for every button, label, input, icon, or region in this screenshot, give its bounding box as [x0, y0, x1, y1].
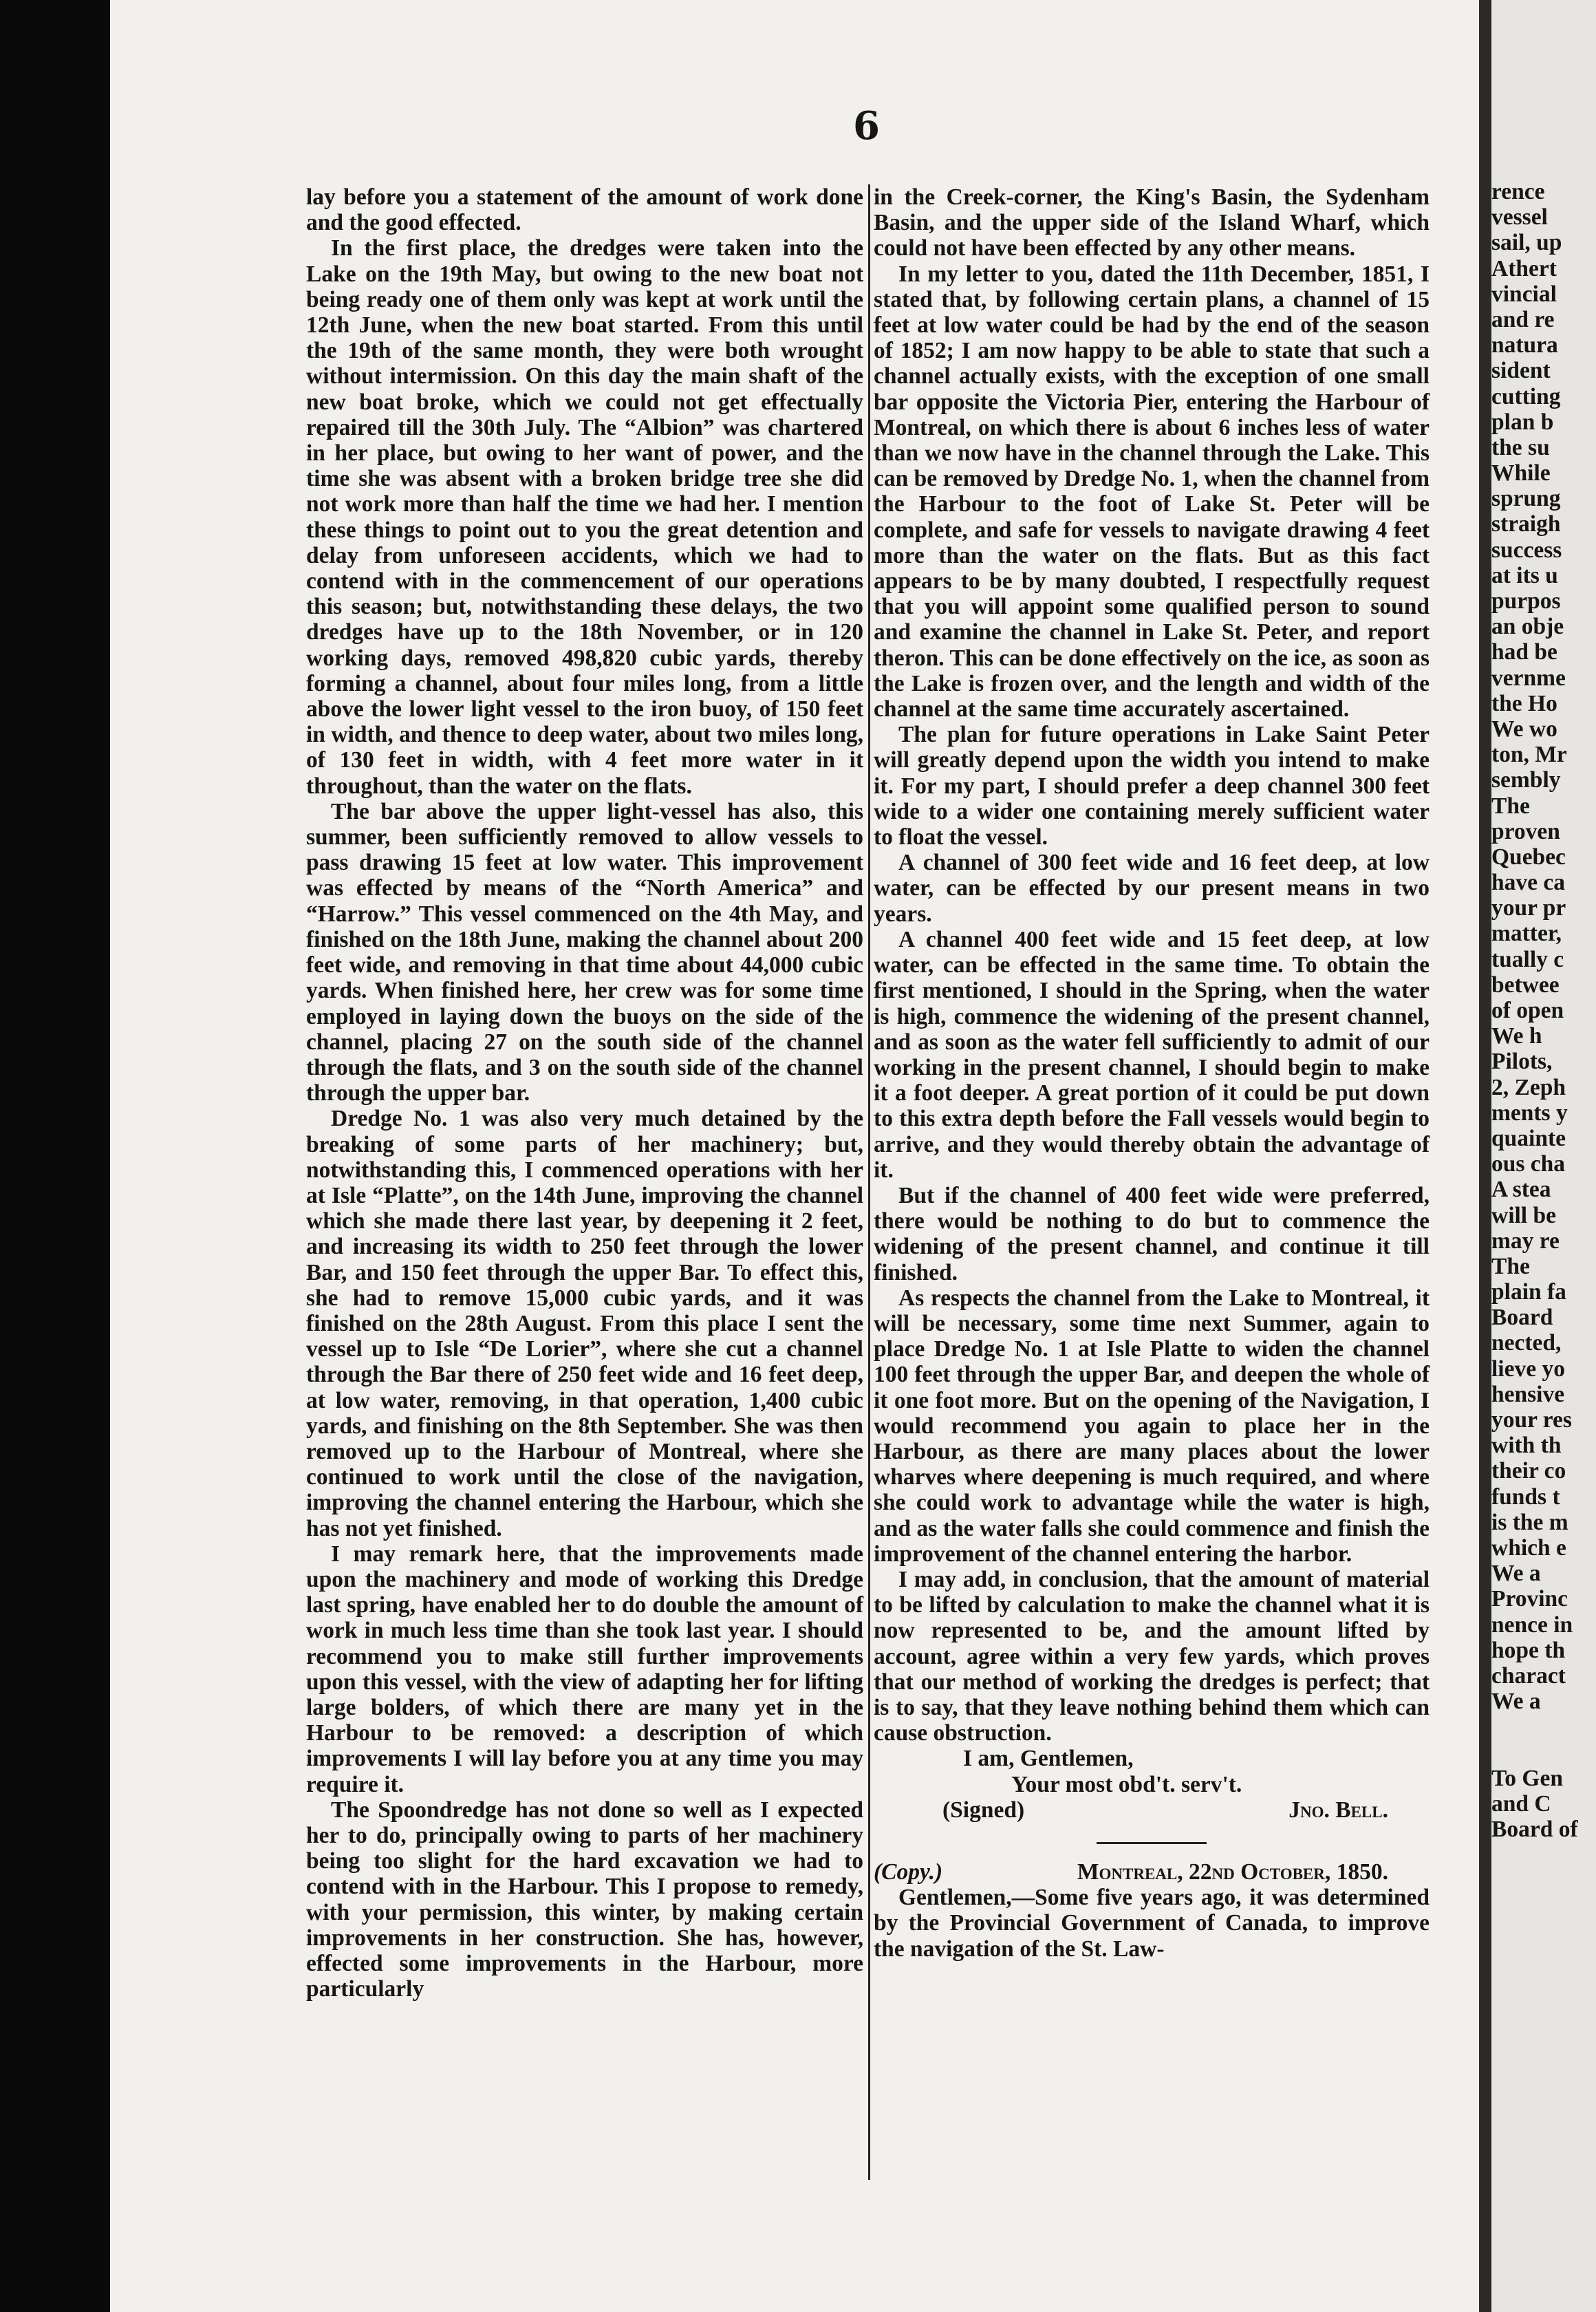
fragment-line: sident: [1491, 358, 1551, 384]
fragment-line: betwee: [1491, 972, 1560, 998]
section-separator: [1097, 1842, 1207, 1844]
copy-header: [874, 1859, 1430, 1885]
fragment-line: hensive: [1491, 1381, 1565, 1407]
column-middle: [874, 184, 1430, 1962]
copy-label: (Copy.): [874, 1859, 943, 1885]
fragment-line: is the m: [1491, 1509, 1568, 1535]
fragment-line: had be: [1491, 639, 1557, 665]
fragment-line: which e: [1491, 1534, 1566, 1561]
fragment-line: and C: [1491, 1790, 1551, 1817]
fragment-line: and re: [1491, 306, 1555, 332]
fragment-line: with th: [1491, 1433, 1562, 1459]
fragment-line: success: [1491, 537, 1562, 563]
paragraph: The bar above the upper light-vessel has also, this summer, been sufficiently removed to allow vessels to pass drawing 15 feet at low water. This improvement was effected by means of the “North America” and “Harrow.” This vessel commenced on the 4th May, and finished on the 18th June, making the channel about 200 feet wide, and removing in that time about 44,000 cubic yards. When finished here, her crew was for some time employed in laying down the buoys on the side of the channel, placing 27 on the south side of the channel through the flats, and 3 on the south side of the channel through the upper bar.: [306, 798, 863, 1106]
paragraph: The plan for future operations in Lake Saint Peter will greatly depend upon the width you intend to make it. For my part, I should prefer a deep channel 300 feet wide to a wider one containing merely sufficient water to float the vessel.: [874, 722, 1430, 850]
fragment-line: 2, Zeph: [1491, 1074, 1566, 1100]
fragment-line: vernme: [1491, 665, 1566, 691]
fragment-line: plan b: [1491, 409, 1554, 435]
fragment-line: the su: [1491, 434, 1550, 460]
fragment-line: nected,: [1491, 1330, 1562, 1356]
fragment-line: charact: [1491, 1662, 1566, 1689]
fragment-line: the Ho: [1491, 690, 1557, 716]
fragment-line: will be: [1491, 1202, 1556, 1228]
fragment-line: A stea: [1491, 1177, 1551, 1203]
letter-closing: [874, 1746, 1430, 1823]
fragment-line: at its u: [1491, 562, 1558, 588]
paragraph: lay before you a statement of the amount of work done and the good effected.: [306, 184, 863, 236]
paragraph: Gentlemen,—Some five years ago, it was determined by the Provincial Government of Canada, to improve the navigation of the St. Law-: [874, 1885, 1430, 1962]
paragraph: As respects the channel from the Lake to Montreal, it will be necessary, some time next Summer, again to place Dredge No. 1 at Isle Platte to widen the channel 100 feet through the upper Bar, and deepen the whole of it one foot more. But on the opening of the Navigation, I would recommend you again to place her in the Harbour, as there are many places about the lower wharves where deepening is much required, and where she could work to advantage while the water is high, and as the water falls she could commence and finish the improvement of the channel entering the harbor.: [874, 1285, 1430, 1567]
fragment-line: your pr: [1491, 895, 1566, 921]
fragment-line: Pilots,: [1491, 1049, 1553, 1075]
copy-place-date: Montreal, 22nd October, 1850.: [1077, 1859, 1388, 1885]
fragment-line: To Gen: [1491, 1765, 1563, 1791]
closing-salutation: I am, Gentlemen,: [963, 1746, 1134, 1772]
fragment-line: [1491, 1714, 1596, 1740]
fragment-line: Provinc: [1491, 1586, 1568, 1612]
paragraph: The Spoondredge has not done so well as I expected her to do, principally owing to parts of her machinery being too slight for the hard excavation we had to contend with in the Harbour. This I propose to remedy, with your permission, this winter, by making certain improvements in her construction. She has, however, effected some improvements in the Harbour, more particularly: [306, 1797, 863, 2002]
fragment-line: vessel: [1491, 204, 1548, 231]
paragraph: in the Creek-corner, the King's Basin, the Sydenham Basin, and the upper side of the Island Wharf, which could not have been effected by any other means.: [874, 184, 1430, 261]
fragment-line: natura: [1491, 332, 1558, 358]
fragment-line: an obje: [1491, 614, 1564, 640]
fragment-line: may re: [1491, 1228, 1560, 1254]
fragment-line: We a: [1491, 1689, 1541, 1715]
closing-servant: Your most obd't. serv't.: [1011, 1771, 1242, 1797]
fragment-line: We a: [1491, 1561, 1541, 1587]
fragment-line: plain fa: [1491, 1279, 1566, 1305]
fragment-line: We wo: [1491, 716, 1557, 742]
fragment-line: sprung: [1491, 486, 1561, 512]
fragment-line: ton, Mr: [1491, 742, 1567, 768]
fragment-line: your res: [1491, 1407, 1572, 1433]
fragment-line: cutting: [1491, 383, 1561, 409]
fragment-line: quainte: [1491, 1125, 1566, 1151]
column-right-fragment: [1491, 179, 1596, 1842]
fragment-line: funds t: [1491, 1484, 1560, 1510]
signature-name: Jno. Bell.: [1288, 1797, 1388, 1823]
fragment-line: ous cha: [1491, 1151, 1566, 1177]
fragment-line: proven: [1491, 818, 1560, 844]
paragraph: But if the channel of 400 feet wide were preferred, there would be nothing to do but to commence the widening of the present channel, and continue it till finished.: [874, 1182, 1430, 1285]
fragment-line: Board: [1491, 1305, 1553, 1331]
scan-left-edge: [0, 0, 110, 2312]
fragment-line: Quebec: [1491, 844, 1566, 870]
fragment-line: rence: [1491, 179, 1545, 204]
fragment-line: matter,: [1491, 921, 1562, 947]
fragment-line: ments y: [1491, 1100, 1568, 1126]
fragment-line: vincial: [1491, 281, 1557, 307]
paragraph: In my letter to you, dated the 11th December, 1851, I stated that, by following certain plans, a channel of 15 feet at low water could be had by the end of the season of 1852; I am now happy to be able to state that such a channel actually exists, with the exception of one small bar opposite the Victoria Pier, entering the Harbour of Montreal, on which there is about 6 inches less of water than we now have in the channel through the Lake. This can be removed by Dredge No. 1, when the channel from the Harbour to the foot of Lake St. Peter will be complete, and safe for vessels to navigate drawing 4 feet more than the water on the flats. But as this fact appears to be by many doubted, I respectfully request that you will appoint some qualified person to sound and examine the channel in Lake St. Peter, and report theron. This can be done effectively on the ice, as soon as the Lake is frozen over, and the length and width of the channel at the same time accurately ascertained.: [874, 261, 1430, 722]
fragment-line: tually c: [1491, 946, 1564, 972]
fragment-line: have ca: [1491, 870, 1565, 896]
paragraph: A channel of 300 feet wide and 16 feet deep, at low water, can be effected by our present means in two years.: [874, 850, 1430, 927]
paragraph: I may remark here, that the improvements made upon the machinery and mode of working this Dredge last spring, have enabled her to do double the amount of work in much less time than she took last year. I should recommend you to make still further improvements upon this vessel, with the view of adapting her for lifting large bolders, of which there are many yet in the Harbour to be removed: a description of which improvements I will lay before you at any time you may require it.: [306, 1541, 863, 1797]
fragment-line: While: [1491, 460, 1551, 486]
fragment-line: of open: [1491, 998, 1564, 1023]
fragment-line: Board of: [1491, 1817, 1578, 1842]
fragment-line: nence in: [1491, 1612, 1573, 1638]
fragment-line: straigh: [1491, 511, 1561, 537]
fragment-line: Athert: [1491, 255, 1557, 281]
paragraph: A channel 400 feet wide and 15 feet deep, at low water, can be effected in the same time. To obtain the first mentioned, I should in the Spring, when the water is high, commence the widening of the present channel, and as soon as the water fell sufficiently to admit of our working in the present channel, I should begin to make it a foot deeper. A great portion of it could be put down to this extra depth before the Fall vessels would begin to arrive, and they would thereby obtain the advantage of it.: [874, 926, 1430, 1183]
fragment-line: [1491, 1740, 1596, 1765]
paragraph: In the first place, the dredges were taken into the Lake on the 19th May, but owing to the new boat not being ready one of them only was kept at work until the 12th June, when the new boat started. From this until the 19th of the same month, they were both wrought without intermission. On this day the main shaft of the new boat broke, which we could not get effectually repaired till the 30th July. The “Albion” was chartered in her place, but owing to her want of power, and the time she was absent with a broken bridge tree she did not work more than half the time we had her. I mention these things to point out to you the great detention and delay from unforeseen accidents, which we had to contend with in the commencement of our operations this season; but, notwithstanding these delays, the two dredges have up to the 18th November, or in 120 working days, removed 498,820 cubic yards, thereby forming a channel, about four miles long, from a little above the lower light vessel to the iron buoy, of 150 feet in width, and thence to deep water, about two miles long, of 130 feet in width, with 4 feet more water in it throughout, than the water on the flats.: [306, 235, 863, 799]
fragment-line: sembly: [1491, 767, 1561, 793]
fragment-line: purpos: [1491, 588, 1561, 614]
column-divider: [868, 184, 870, 2180]
fragment-line: sail, up: [1491, 230, 1562, 256]
page-number: 6: [853, 103, 880, 149]
fragment-line: We h: [1491, 1023, 1542, 1049]
paragraph: Dredge No. 1 was also very much detained by the breaking of some parts of her machinery; but, notwithstanding this, I commenced operations with her at Isle “Platte”, on the 14th June, improving the channel which she made there last year, by deepening it 2 feet, and increasing its width to 250 feet through the lower Bar, and 150 feet through the upper Bar. To effect this, she had to remove 15,000 cubic yards, and it was finished on the 28th August. From this place I sent the vessel up to Isle “De Lorier”, where she cut a channel through the Bar there of 250 feet wide and 16 feet deep, at low water, removing, in that operation, 1,400 cubic yards, and finishing on the 8th September. She was then removed up to the Harbour of Montreal, where she continued to work until the close of the navigation, improving the channel entering the Harbour, which she has not yet finished.: [306, 1106, 863, 1541]
signature-line: [874, 1797, 1430, 1823]
fragment-line: The: [1491, 793, 1530, 819]
column-left: [306, 184, 863, 2002]
fragment-line: their co: [1491, 1458, 1566, 1484]
page-gutter: [1479, 0, 1491, 2312]
fragment-line: The: [1491, 1253, 1530, 1279]
paragraph: I may add, in conclusion, that the amount of material to be lifted by calculation to make the channel what it is now represented to be, and the amount lifted by account, agree within a very few yards, which proves that our method of working the dredges is perfect; that is to say, that they leave nothing behind them which can cause obstruction.: [874, 1566, 1430, 1746]
fragment-line: hope th: [1491, 1637, 1566, 1663]
fragment-line: lieve yo: [1491, 1356, 1565, 1382]
signed-label: (Signed): [942, 1797, 1025, 1823]
